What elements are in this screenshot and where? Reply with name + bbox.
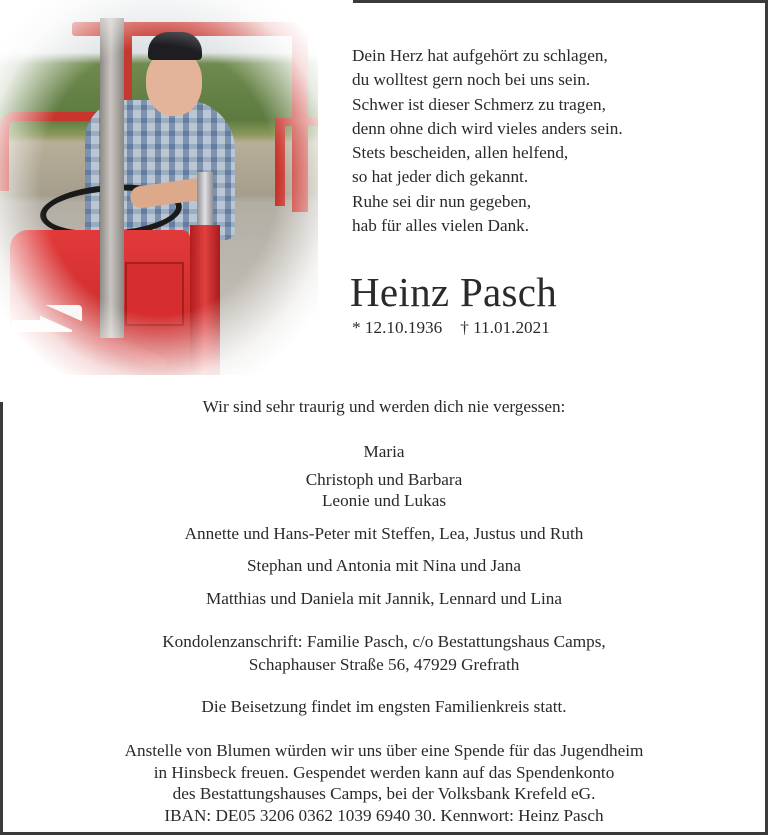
family-member: Christoph und Barbara bbox=[305, 470, 463, 489]
poem-line: Stets bescheiden, allen helfend, bbox=[352, 143, 569, 163]
hydraulic-cylinder bbox=[190, 225, 220, 375]
family-member: Maria bbox=[363, 442, 405, 461]
donation-line: in Hinsbeck freuen. Gespendet werden kann auf das Spendenkonto bbox=[153, 762, 615, 782]
birth-date: * 12.10.1936 bbox=[352, 318, 443, 337]
exhaust-pole bbox=[100, 18, 124, 338]
donation-line: des Bestattungshauses Camps, bei der Volksbank Krefeld eG. bbox=[172, 784, 596, 803]
family-entry bbox=[0, 469, 768, 511]
death-date: † 11.01.2021 bbox=[460, 318, 550, 337]
poem-line: Dein Herz hat aufgehört zu schlagen, bbox=[352, 46, 608, 65]
frame-border-top bbox=[353, 0, 768, 3]
tractor-rail bbox=[275, 118, 318, 206]
portrait-photo bbox=[0, 0, 318, 375]
family-entry bbox=[0, 441, 768, 463]
poem-line: denn ohne dich wird vieles anders sein. bbox=[352, 118, 623, 138]
poem-line: Ruhe sei dir nun gegeben, bbox=[352, 191, 531, 211]
donation-notice bbox=[0, 740, 768, 826]
poem-line: so hat jeder dich gekannt. bbox=[352, 167, 529, 187]
memorial-poem bbox=[352, 44, 623, 238]
family-member: Stephan und Antonia mit Nina und Jana bbox=[246, 556, 521, 575]
family-entry bbox=[0, 555, 768, 577]
life-dates bbox=[352, 316, 550, 340]
condolence-address bbox=[0, 631, 768, 676]
condolence-line: Kondolenzanschrift: Familie Pasch, c/o Bestattungshaus Camps, bbox=[162, 632, 606, 651]
donation-line: IBAN: DE05 3206 0362 1039 6940 30. Kennwort: Heinz Pasch bbox=[164, 805, 604, 825]
poem-line: hab für alles vielen Dank. bbox=[352, 216, 530, 236]
mourners-intro bbox=[0, 396, 768, 418]
family-member: Leonie und Lukas bbox=[321, 491, 447, 510]
burial-notice bbox=[0, 696, 768, 718]
burial-text: Die Beisetzung findet im engsten Familienkreis statt. bbox=[201, 697, 567, 716]
tractor-toolbox bbox=[125, 262, 184, 326]
poem-line: du wolltest gern noch bei uns sein. bbox=[352, 70, 591, 90]
hydraulic-rod bbox=[197, 172, 213, 228]
poem-line: Schwer ist dieser Schmerz zu tragen, bbox=[352, 94, 606, 114]
condolence-line: Schaphauser Straße 56, 47929 Grefrath bbox=[248, 654, 520, 674]
deceased-name: Heinz Pasch bbox=[350, 269, 558, 315]
donation-line: Anstelle von Blumen würden wir uns über eine Spende für das Jugendheim bbox=[124, 741, 644, 760]
family-entry bbox=[0, 588, 768, 610]
family-entry bbox=[0, 523, 768, 545]
family-member: Annette und Hans-Peter mit Steffen, Lea, Justus und Ruth bbox=[184, 524, 584, 543]
family-member: Matthias und Daniela mit Jannik, Lennard und Lina bbox=[205, 589, 563, 608]
man-cap bbox=[148, 32, 202, 60]
intro-text: Wir sind sehr traurig und werden dich nie vergessen: bbox=[202, 397, 566, 416]
